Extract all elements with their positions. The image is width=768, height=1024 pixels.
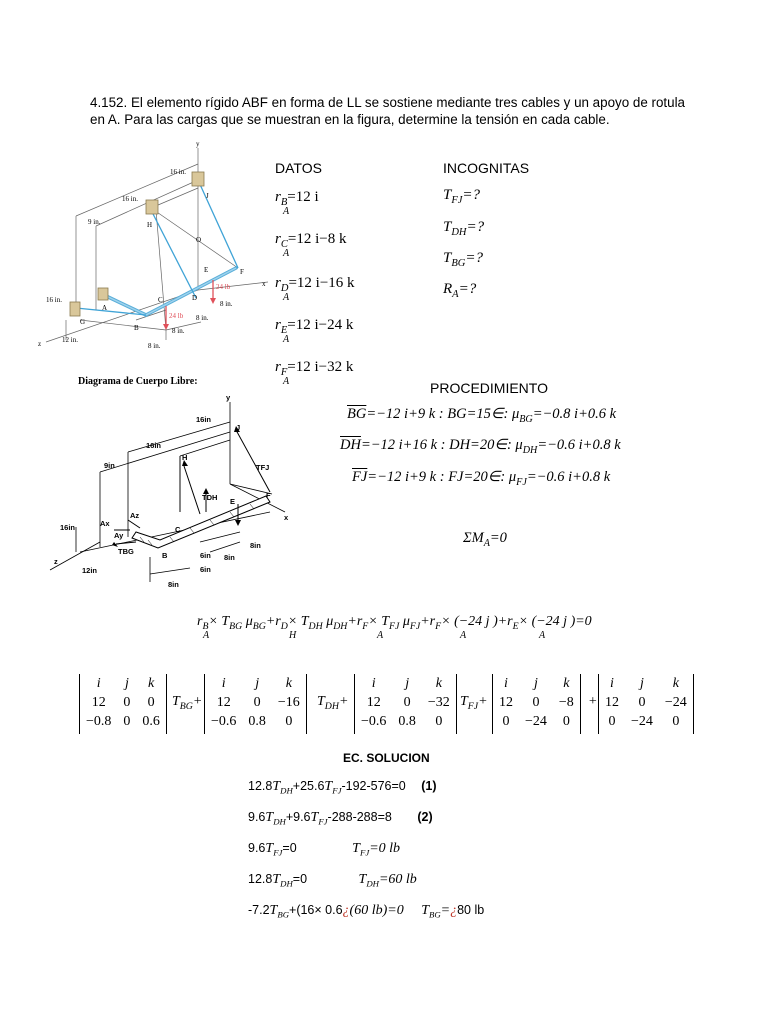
fig1-C: C bbox=[158, 296, 163, 304]
fbd-Ay: Ay bbox=[114, 531, 124, 540]
determinant-bg: i j k 12 0 0 −0.8 0 0.6 bbox=[79, 674, 167, 734]
fig1-d16c: 16 in. bbox=[46, 296, 62, 304]
fbd-d8a: 8in bbox=[168, 580, 179, 589]
sum-moment-eq: $\Sigma M_A=0$ bbox=[463, 530, 507, 549]
sol-eq-4: $12.8T_{DH}=0$ $T_{DH}=60$ lb bbox=[248, 872, 417, 889]
fbd-F: F bbox=[266, 491, 271, 500]
fig1-d16a: 16 in. bbox=[170, 168, 186, 176]
free-body-diagram bbox=[40, 392, 300, 592]
fig1-load1: 24 lb bbox=[216, 283, 231, 291]
fbd-TDH: TDH bbox=[202, 493, 218, 502]
fbd-B: B bbox=[162, 551, 168, 560]
procedimiento-title: PROCEDIMIENTO bbox=[430, 380, 548, 396]
fbd-Ax: Ax bbox=[100, 519, 110, 528]
fbd-Az: Az bbox=[130, 511, 140, 520]
fig1-d9: 9 in. bbox=[88, 218, 101, 226]
fig1-D: D bbox=[192, 294, 198, 302]
determinant-fj: i j k 12 0 −32 −0.6 0.8 0 bbox=[354, 674, 457, 734]
fbd-C: C bbox=[175, 525, 181, 534]
fig1-H: H bbox=[147, 221, 153, 229]
fbd-d16b: 16in bbox=[146, 441, 162, 450]
fig1-E: E bbox=[204, 266, 209, 274]
datos-line-1: $r_B=12$ i A bbox=[275, 189, 319, 217]
incognita-ra: $R_A=$? bbox=[443, 281, 477, 300]
fig1-G: G bbox=[80, 318, 86, 326]
fbd-d8b: 8in bbox=[224, 553, 235, 562]
fig1-y: y bbox=[196, 140, 200, 148]
fbd-d6b: 6in bbox=[200, 551, 211, 560]
fig1-d8a: 8 in. bbox=[148, 342, 161, 350]
datos-line-5: $r_F=12$ i−32 k A bbox=[275, 359, 354, 387]
fig1-d8c: 8 in. bbox=[196, 314, 209, 322]
fbd-d9: 9in bbox=[104, 461, 115, 470]
sol-eq-3: $9.6T_{FJ}=0$ $T_{FJ}=0$ lb bbox=[248, 841, 401, 858]
datos-line-4: $r_E=12$ i−24 k A bbox=[275, 317, 354, 345]
incognita-tfj: $T_{FJ}=$? bbox=[443, 187, 481, 206]
fbd-H: H bbox=[182, 453, 188, 462]
solucion-title: EC. SOLUCION bbox=[343, 751, 430, 765]
determinant-dh: i j k 12 0 −16 −0.6 0.8 0 bbox=[204, 674, 307, 734]
fig1-A: A bbox=[102, 304, 108, 312]
fig1-F: F bbox=[240, 268, 244, 276]
textbook-figure bbox=[36, 140, 286, 352]
datos-title: DATOS bbox=[275, 160, 322, 176]
problem-statement: 4.152. El elemento rígido ABF en forma de LL se sostiene mediante tres cables y un apoyo de rotula en A. Para las cargas que se muestran en la figura, determine la tensión en cada cable. bbox=[90, 95, 685, 127]
fbd-x: x bbox=[284, 513, 289, 522]
fbd-z: z bbox=[54, 557, 58, 566]
fig1-J: J bbox=[206, 192, 209, 200]
det-label-tbg: $T_{BG}+$ bbox=[172, 694, 203, 712]
det-plus-4: + bbox=[588, 694, 598, 709]
determinant-load-f: i j k 12 0 −8 0 −24 0 bbox=[492, 674, 581, 734]
moment-equation: $r_B\times T_{BG}$ $\mu_{BG}+r_D\times T_{DH}$ $\mu_{DH}+r_F\times T_{FJ}$ $\mu_{FJ}+r_F\times (-24$ j )$+r_E\times (-24$ j )=0 A H A A A bbox=[197, 614, 592, 641]
fig1-O: O bbox=[196, 236, 202, 244]
fbd-d12: 12in bbox=[82, 566, 98, 575]
fbd-d16a: 16in bbox=[196, 415, 212, 424]
fig1-z: z bbox=[38, 340, 42, 348]
fig1-load2: 24 lb bbox=[169, 312, 184, 320]
det-label-tdh: $T_{DH}+$ bbox=[317, 694, 349, 712]
sol-eq-2: $9.6T_{DH}+9.6T_{FJ}-288-288=8$ (2) bbox=[248, 810, 433, 827]
sol-eq-5: $-7.2T_{BG}+(16\times$ 0.6¿(60 lb)=0 $T_{BG}=¿80$ lb bbox=[248, 903, 485, 920]
fbd-TFJ: TFJ bbox=[256, 463, 270, 472]
proc-eq-bg: $\overline{BG}=-12$ i+9 k : BG=15∈: $\mu_{BG}=-0.8$ i+0.6 k bbox=[347, 406, 617, 425]
fig1-x: x bbox=[262, 280, 266, 288]
fig1-d12: 12 in. bbox=[62, 336, 78, 344]
fbd-d8c: 8in bbox=[250, 541, 261, 550]
proc-eq-fj: $\overline{FJ}=-12$ i+9 k : FJ=20∈: $\mu_{FJ}=-0.6$ i+0.8 k bbox=[352, 469, 611, 488]
det-label-tfj: $T_{FJ}+$ bbox=[460, 694, 488, 712]
fbd-d16c: 16in bbox=[60, 523, 76, 532]
fbd-J: J bbox=[236, 423, 241, 432]
fbd-y: y bbox=[226, 393, 231, 402]
fig1-d8d: 8 in. bbox=[220, 300, 233, 308]
incognita-tdh: $T_{DH}=$? bbox=[443, 219, 485, 238]
fig1-d8b: 8 in. bbox=[172, 327, 185, 335]
datos-line-3: $r_D=12$ i−16 k A bbox=[275, 275, 355, 303]
proc-eq-dh: $\overline{DH}=-12$ i+16 k : DH=20∈: $\mu_{DH}=-0.6$ i+0.8 k bbox=[340, 437, 621, 456]
fbd-TBG: TBG bbox=[118, 547, 134, 556]
fig1-d16b: 16 in. bbox=[122, 195, 138, 203]
incognitas-title: INCOGNITAS bbox=[443, 160, 530, 176]
determinant-load-e: i j k 12 0 −24 0 −24 0 bbox=[598, 674, 694, 734]
fbd-E: E bbox=[230, 497, 236, 506]
sol-eq-1: $12.8T_{DH}+25.6T_{FJ}-192-576=0$ (1) bbox=[248, 779, 437, 796]
fbd-d6a: 6in bbox=[200, 565, 211, 574]
incognita-tbg: $T_{BG}=$? bbox=[443, 250, 483, 269]
fig1-B: B bbox=[134, 324, 139, 332]
datos-line-2: $r_C=12$ i−8 k A bbox=[275, 231, 347, 259]
fbd-caption: Diagrama de Cuerpo Libre: bbox=[78, 376, 198, 387]
